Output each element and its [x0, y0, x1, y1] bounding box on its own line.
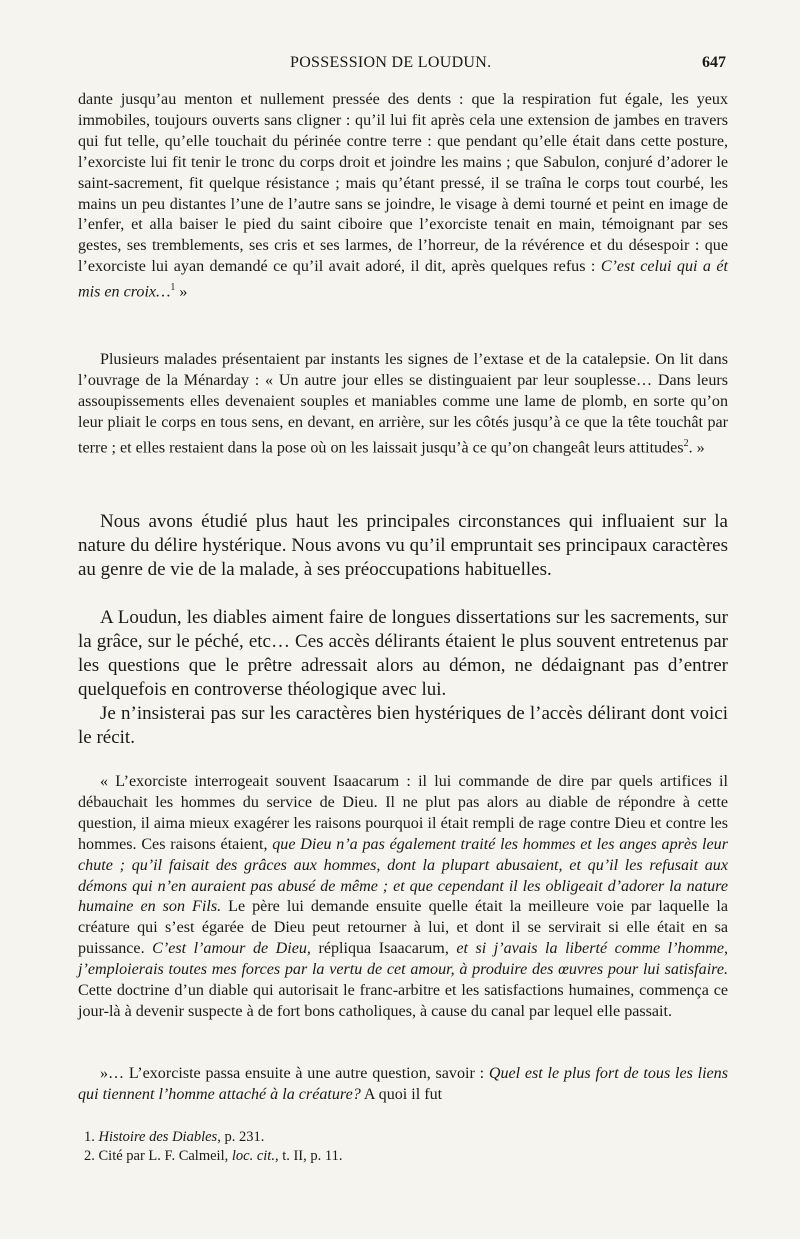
- footnote-title: Histoire des Diables: [98, 1129, 218, 1145]
- quote-text: répliqua Isaacarum,: [310, 940, 457, 958]
- quote-italic: Quel est le plus fort de tous les liens qui tiennent l’homme attaché à la créature?: [78, 1065, 728, 1103]
- running-title: POSSESSION DE LOUDUN.: [290, 54, 492, 71]
- footnote-number: 2.: [84, 1148, 95, 1164]
- body-paragraph-3: Je n’insisterai pas sur les caractères bien hystériques de l’accès délirant dont voici le récit.: [78, 703, 728, 748]
- quote-block-3: [78, 772, 728, 1023]
- quote-block-2: [78, 350, 728, 459]
- footnote-italic: loc. cit.: [231, 1148, 275, 1164]
- quote-text: Le père lui demande ensuite quelle était la meilleure voie par laquelle la créature qui s’est égarée de Dieu peut retourner à lui, et dont il se servirait si elle était en sa puissance.: [78, 898, 728, 958]
- quote-text: »… L’exorciste passa ensuite à une autre question, savoir :: [100, 1065, 489, 1082]
- footnote-text: , t. II, p. 11.: [274, 1148, 343, 1164]
- quote-italic: que Dieu n’a pas également traité les hommes et les anges après leur chute ; qu’il faisait des grâces aux hommes, dont la plupart abusaient, et qu’il les refusait aux démons qui n’en auraient pas abusé de même ; et que cependant il les obligeait d’adorer la nature humaine en son Fils.: [78, 835, 728, 916]
- page-header: [78, 54, 728, 78]
- quote-text: « L’exorciste interrogeait souvent Isaacarum : il lui commande de dire par quels artifices il débauchait les hommes du service de Dieu. Il ne plut pas alors au diable de répondre à cette question, il aima mieux exagérer les raisons pourquoi il était rempli de rage contre Dieu et contre les hommes. Ces raisons étaient,: [78, 773, 728, 853]
- footnote-text: , p. 231.: [217, 1129, 265, 1145]
- body-paragraph-2: A Loudun, les diables aiment faire de longues dissertations sur les sacrements, sur la grâce, sur le péché, etc… Ces accès délirants étaient le plus souvent entretenus par les questions que le prêtre adressait alors au démon, ne dédaignant pas d’entrer quelquefois en controverse théologique avec lui.: [78, 607, 728, 700]
- quote-italic: C’est l’amour de Dieu,: [152, 940, 311, 958]
- footnote-ref: 2: [683, 437, 689, 449]
- quote-text: Plusieurs malades présentaient par instants les signes de l’extase et de la catalepsie. On lit dans l’ouvrage de la Ménarday : « Un autre jour elles se distinguaient par leur souplesse… Dans leurs assoupissements elles devenaient souples et maniables comme une lame de plomb, en sorte qu’on leur pliait le corps en tous sens, en devant, en arrière, sur les côtés jusqu’à ce que la tête touchât par terre ; et elles restaient dans la pose où on les laissait jusqu’à ce qu’on changeât leurs attitudes: [78, 351, 728, 456]
- quote-text: Cette doctrine d’un diable qui autorisait le franc-arbitre et les satisfactions humaines, commença ce jour-là à devenir suspecte à de fort bons catholiques, à cause du canal par lequel elle passait.: [78, 982, 728, 1020]
- page-number: 647: [702, 54, 726, 71]
- footnotes: [84, 1128, 724, 1166]
- quote-text: »: [175, 283, 188, 301]
- footnote-2: [84, 1147, 724, 1166]
- footnote-ref: 1: [170, 282, 176, 294]
- quote-italic: C’est celui qui a ét mis en croix…: [78, 258, 728, 301]
- quote-italic: et si j’avais la liberté comme l’homme, j’emploierais toutes mes forces par la vertu de cet amour, à produire des œuvres pour lui satisfaire.: [78, 940, 729, 979]
- quote-block-4: [78, 1064, 728, 1106]
- quote-text: . »: [688, 438, 705, 456]
- footnote-number: 1.: [84, 1129, 95, 1145]
- body-paragraph-1: Nous avons étudié plus haut les principales circonstances qui influaient sur la nature du délire hystérique. Nous avons vu qu’il empruntait ses principaux caractères au genre de vie de la malade, à ses préoccupations habituelles.: [78, 511, 728, 580]
- footnote-1: [84, 1128, 724, 1147]
- quote-text: dante jusqu’au menton et nullement pressée des dents : que la respiration fut égale, les yeux immobiles, toujours ouverts sans cligner : qu’il lui fit après cela une extension de jambes en travers qui fut telle, qu’elle touchait du périnée contre terre : que pendant qu’elle était dans cette posture, l’exorciste lui fit tenir le tronc du corps droit et joindre les mains ; que Sabulon, conjuré d’adorer le saint-sacrement, fit quelque résistance ; mais qu’étant pressé, il se traîna le corps tout courbé, les mains un peu distantes l’une de l’autre sans se joindre, le visage à demi tourné et peint en image de l’enfer, et alla baiser le pied du saint ciboire que l’exorciste tenait en main, témoignant par ses gestes, ses tremblements, ses cris et ses larmes, de l’horreur, de la révérence et du désespoir : que l’exorciste lui ayan demandé ce qu’il avait adoré, il dit, après quelques refus :: [78, 91, 728, 276]
- quote-text: A quoi il fut: [360, 1085, 443, 1103]
- footnote-text: Cité par L. F. Calmeil,: [98, 1148, 232, 1164]
- quote-block-1: [78, 90, 728, 303]
